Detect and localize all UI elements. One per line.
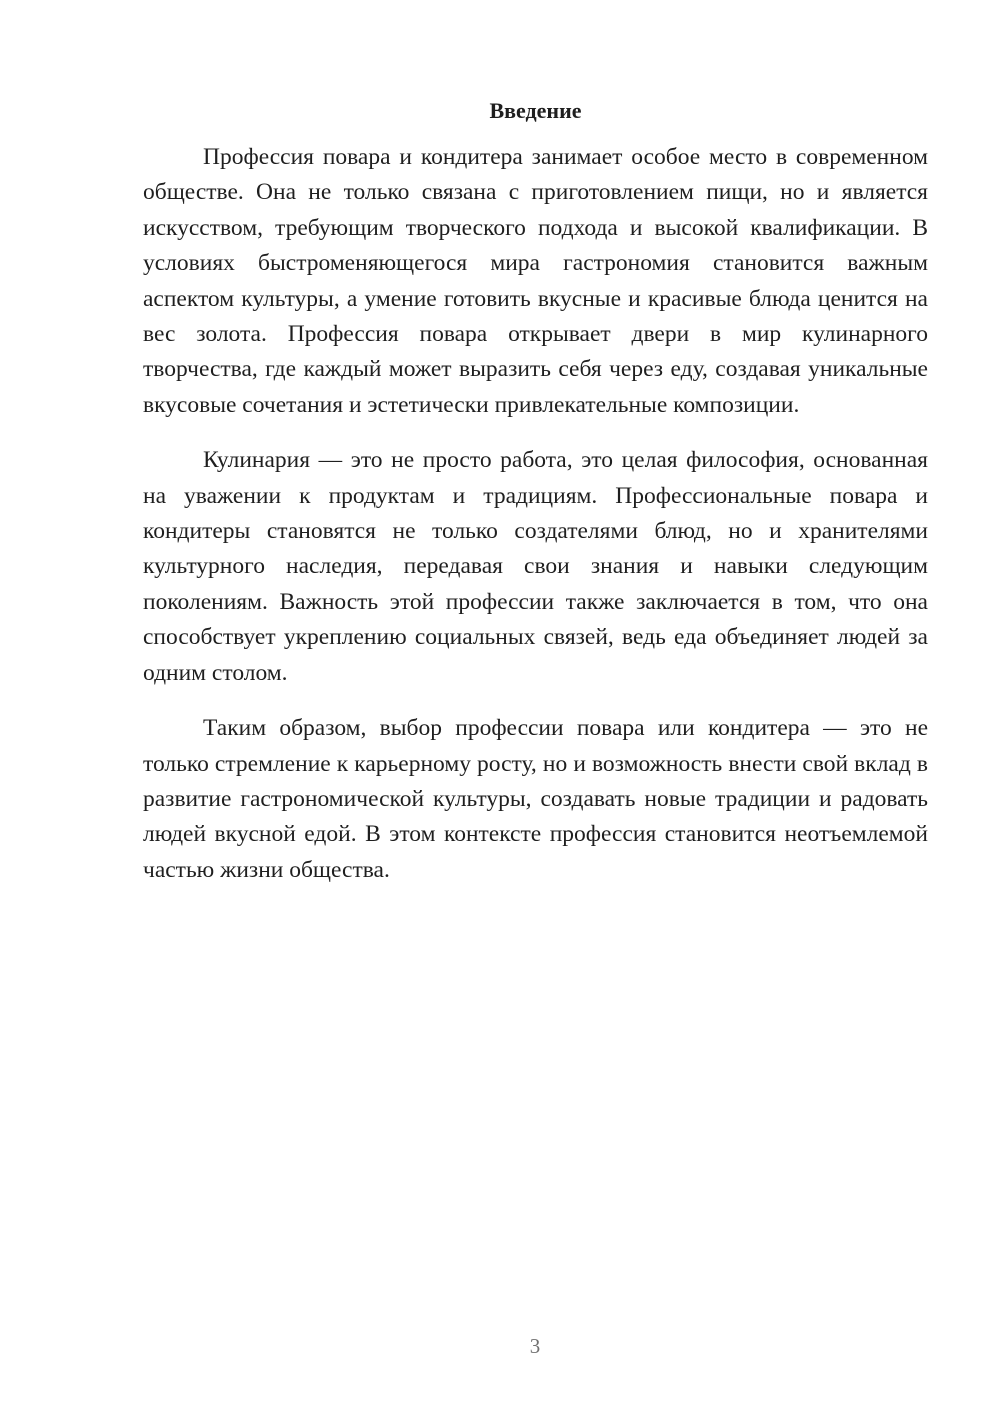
section-heading: Введение bbox=[489, 98, 582, 123]
page-number: 3 bbox=[529, 1334, 541, 1358]
paragraph-3: Таким образом, выбор профессии повара или кондитера — это не только стремление к карьерному росту, но и возможность внести свой вклад в развитие гастрономической культуры, создавать новые традиции и радовать людей вкусной едой. В этом контексте профессия становится неотъемлемой частью жизни общества. bbox=[143, 715, 928, 883]
paragraph-2: Кулинария — это не просто работа, это целая философия, основанная на уважении к продуктам и традициям. Профессиональные повара и кондитеры становятся не только создателями блюд, но и хранителями культурного наследия, передавая свои знания и навыки следующим поколениям. Важность этой профессии также заключается в том, что она способствует укреплению социальных связей, ведь еда объединяет людей за одним столом. bbox=[143, 447, 928, 686]
paragraph-1: Профессия повара и кондитера занимает особое место в современном обществе. Она не только связана с приготовлением пищи, но и является искусством, требующим творческого подхода и высокой квалификации. В условиях быстроменяющегося мира гастрономия становится важным аспектом культуры, а умение готовить вкусные и красивые блюда ценится на вес золота. Профессия повара открывает двери в мир кулинарного творчества, где каждый может выразить себя через еду, создавая уникальные вкусовые сочетания и эстетически привлекательные композиции. bbox=[143, 144, 928, 418]
page-body bbox=[143, 96, 928, 908]
